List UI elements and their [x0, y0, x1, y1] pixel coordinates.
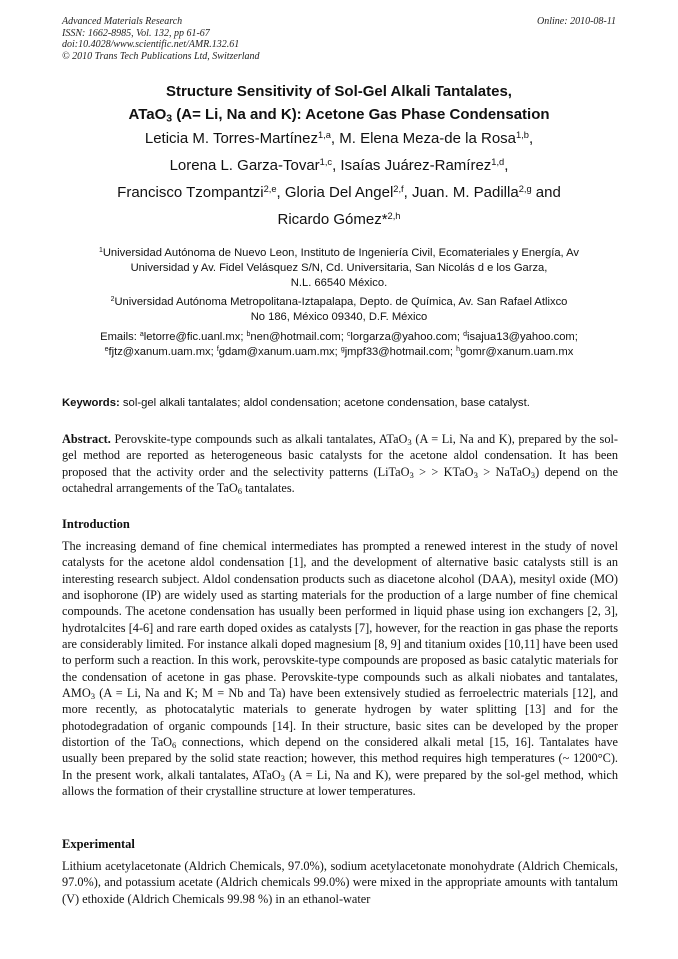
keywords-text: sol-gel alkali tantalates; aldol condensation; acetone condensation, base catalyst.: [119, 397, 530, 409]
experimental-body: Lithium acetylacetonate (Aldrich Chemicals, 97.0%), sodium acetylacetonate monohydrate (Aldrich Chemicals, 97.0%), and potassium acetate (Aldrich chemicals 99.0%) were mixed in the appropriate amounts with tantalum (V) ethoxide (Aldrich Chemicals 99.98 %) in an ethanol-water: [62, 859, 618, 906]
experimental-heading: Experimental: [62, 837, 135, 851]
title-line-2: ATaO$_3$ (A= Li, Na and K): Acetone Gas Phase Condensation: [128, 106, 550, 125]
author-line-2: Lorena L. Garza-Tovar$^{1,c}$, Isaías Juárez-Ramírez$^{1,d}$,: [169, 156, 509, 174]
abstract: Abstract. Perovskite-type compounds such as alkali tantalates, ATaO$_3$ (A = Li, Na and K), prepared by the sol-gel method are reported as heterogeneous basic catalysts for the acetone aldol condensation. It has been proposed that the activity order and the selectivity patterns (LiTaO$_3$ > > KTaO$_3$ > NaTaO$_3$) depend on the octahedral arrangements of the TaO$_6$ tantalates.: [62, 432, 619, 497]
journal-name: Advanced Materials Research: [62, 16, 183, 27]
author-line-4: Ricardo Gómez*$^{2,h}$: [277, 210, 401, 228]
keywords-label: Keywords:: [62, 397, 120, 409]
affiliation-2: $^2$Universidad Autónoma Metropolitana-Iztapalapa, Depto. de Química, Av. San Rafael Atlixco No 186, México 09340, D.F. México: [110, 296, 568, 323]
introduction-body: The increasing demand of fine chemical intermediates has prompted a renewed interest in the study of novel catalysts for the acetone aldol condensation [1], and the development of alternative basic catalysts still is an interesting research subject. Aldol condensation products such as diacetone alcohol (DAA), mesityl oxide (MO) and isophorone (IP) are widely used as starting materials for the production of a large number of fine chemical compounds. The acetone condensation has usually been performed in liquid phase using ion exchangers [2, 3], hydrotalcites [4-6] and rare earth doped oxides as catalysts [7], however, for the reaction in gas phase the reports are considerably limited. For instance alkali doped magnesium [8, 9] and titanium oxides [10,11] have been used to perform such a reaction. In this work, perovskite-type compounds are proposed as basic catalytic materials for the condensation of acetone in gas phase. Perovskite-type compounds such as alkali niobates and tantalates, $AMO_3$ (A = Li, Na and K; M = Nb and Ta) have been extensively studied as ferroelectric materials [12], and more recently, as photocatalytic materials to generate hydrogen by water splitting [13] and for the photodegradation of organic compounds [14]. In their structure, basic sites can be developed by the proper distortion of the TaO$_6$ connections, which depend on the considered alkali metal [15, 16]. Tantalates have usually been prepared by the solid state reaction; however, this method requires high temperatures (~ 1200°C). In the present work, alkali tantalates, ATaO$_3$ (A = Li, Na and K), were prepared by the sol-gel method, which allows the formation of their crystalline structure at lower temperatures.: [62, 539, 618, 799]
introduction-heading: Introduction: [62, 517, 130, 531]
paper-title: [0, 80, 678, 126]
online-date: Online: 2010-08-11: [537, 16, 616, 27]
doi-line: doi:10.4028/www.scientific.net/AMR.132.61: [62, 39, 240, 50]
abstract-label: Abstract.: [62, 432, 111, 446]
emails-block: Emails: $^a$letorre@fic.uanl.mx; $^b$nen@hotmail.com; $^c$lorgarza@yahoo.com; $^d$isajua13@yahoo.com; $^e$fjtz@xanum.uam.mx; $^f$gdam@xanum.uam.mx; $^g$jmpf33@hotmail.com; $^h$gomr@xanum.uam.mx: [100, 331, 578, 358]
author-line-3: Francisco Tzompantzi$^{2,e}$, Gloria Del Angel$^{2,f}$, Juan. M. Padilla$^{2,g}$ and: [117, 183, 561, 201]
author-line-1: Leticia M. Torres-Martínez$^{1,a}$, M. Elena Meza-de la Rosa$^{1,b}$,: [144, 129, 534, 147]
affiliation-1: $^1$Universidad Autónoma de Nuevo Leon, Instituto de Ingeniería Civil, Ecomateriales y Energía, Av Universidad y Av. Fidel Velásquez S/N, Cd. Universitaria, San Nicolás d e los Garza, N.L. 66540 México.: [98, 247, 579, 289]
author-list: [0, 127, 678, 231]
running-header: [62, 16, 260, 62]
keywords: [62, 397, 618, 409]
issn-line: ISSN: 1662-8985, Vol. 132, pp 61-67: [62, 27, 210, 39]
title-line-1: Structure Sensitivity of Sol-Gel Alkali Tantalates,: [166, 83, 512, 100]
copyright-line: © 2010 Trans Tech Publications Ltd, Switzerland: [62, 50, 260, 62]
